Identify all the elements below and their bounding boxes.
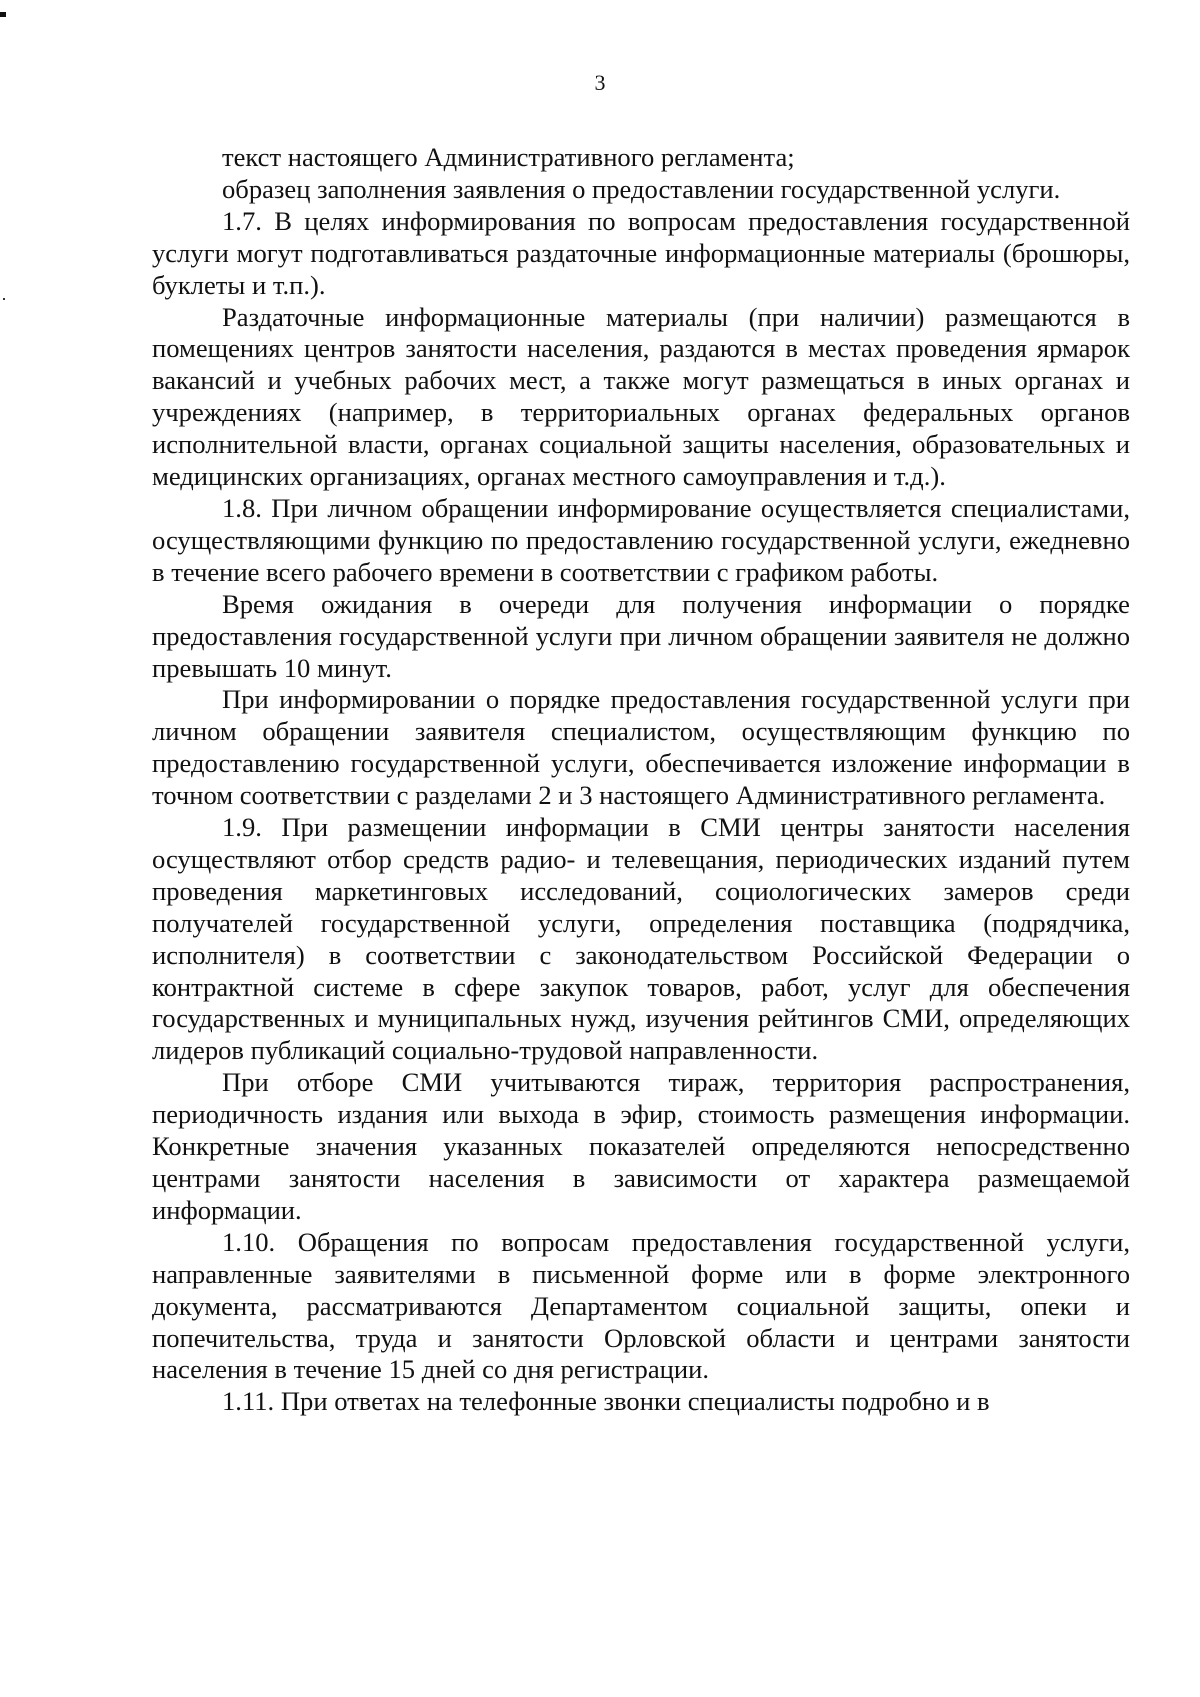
paragraph: образец заполнения заявления о предоставлении государственной услуги.: [222, 173, 1061, 204]
page-number: 3: [594, 70, 606, 95]
paragraph-section-1-10: 1.10. Обращения по вопросам предоставления государственной услуги, направленные заявителями в письменной форме или в форме электронного документа, рассматриваются Департаментом социальной защиты, опеки и попечительства, труда и занятости Орловской области и центрами занятости населения в течение 15 дней со дня регистрации.: [152, 1226, 1130, 1385]
paragraph-section-1-11: 1.11. При ответах на телефонные звонки специалисты подробно и в: [222, 1386, 990, 1417]
scan-mark: [0, 12, 6, 17]
paragraph-section-1-8: 1.8. При личном обращении информирование осуществляется специалистами, осуществляющими функцию по предоставлению государственной услуги, ежедневно в течение всего рабочего времени в соответствии с графиком работы.: [152, 492, 1130, 587]
paragraph: текст настоящего Административного регламента;: [222, 142, 795, 172]
paragraph: При отборе СМИ учитываются тираж, территория распространения, периодичность издания или выхода в эфир, стоимость размещения информации. Конкретные значения указанных показателей определяются непосредственно центрами занятости населения в зависимости от характера размещаемой информации.: [152, 1067, 1130, 1225]
paragraph-section-1-9: 1.9. При размещении информации в СМИ центры занятости населения осуществляют отбор средств радио- и телевещания, периодических изданий путем проведения маркетинговых исследований, социологических замеров среди получателей государственной услуги, определения поставщика (подрядчика, исполнителя) в соответствии с законодательством Российской Федерации о контрактной системе в сфере закупок товаров, работ, услуг для обеспечения государственных и муниципальных нужд, изучения рейтингов СМИ, определяющих лидеров публикаций социально-трудовой направленности.: [152, 812, 1130, 1066]
document-body: [152, 142, 1130, 1418]
scan-speck: [3, 298, 5, 300]
paragraph: Время ожидания в очереди для получения информации о порядке предоставления государственной услуги при личном обращении заявителя не должно превышать 10 минут.: [152, 588, 1130, 683]
paragraph: При информировании о порядке предоставления государственной услуги при личном обращении заявителя специалистом, осуществляющим функцию по предоставлению государственной услуги, обеспечивается изложение информации в точном соответствии с разделами 2 и 3 настоящего Административного регламента.: [152, 684, 1130, 811]
paragraph-section-1-7: 1.7. В целях информирования по вопросам предоставления государственной услуги могут подготавливаться раздаточные информационные материалы (брошюры, буклеты и т.п.).: [152, 205, 1130, 300]
paragraph: Раздаточные информационные материалы (при наличии) размещаются в помещениях центров занятости населения, раздаются в местах проведения ярмарок вакансий и учебных рабочих мест, а также могут размещаться в иных органах и учреждениях (например, в территориальных органах федеральных органов исполнительной власти, органах социальной защиты населения, образовательных и медицинских организациях, органах местного самоуправления и т.д.).: [152, 301, 1130, 492]
